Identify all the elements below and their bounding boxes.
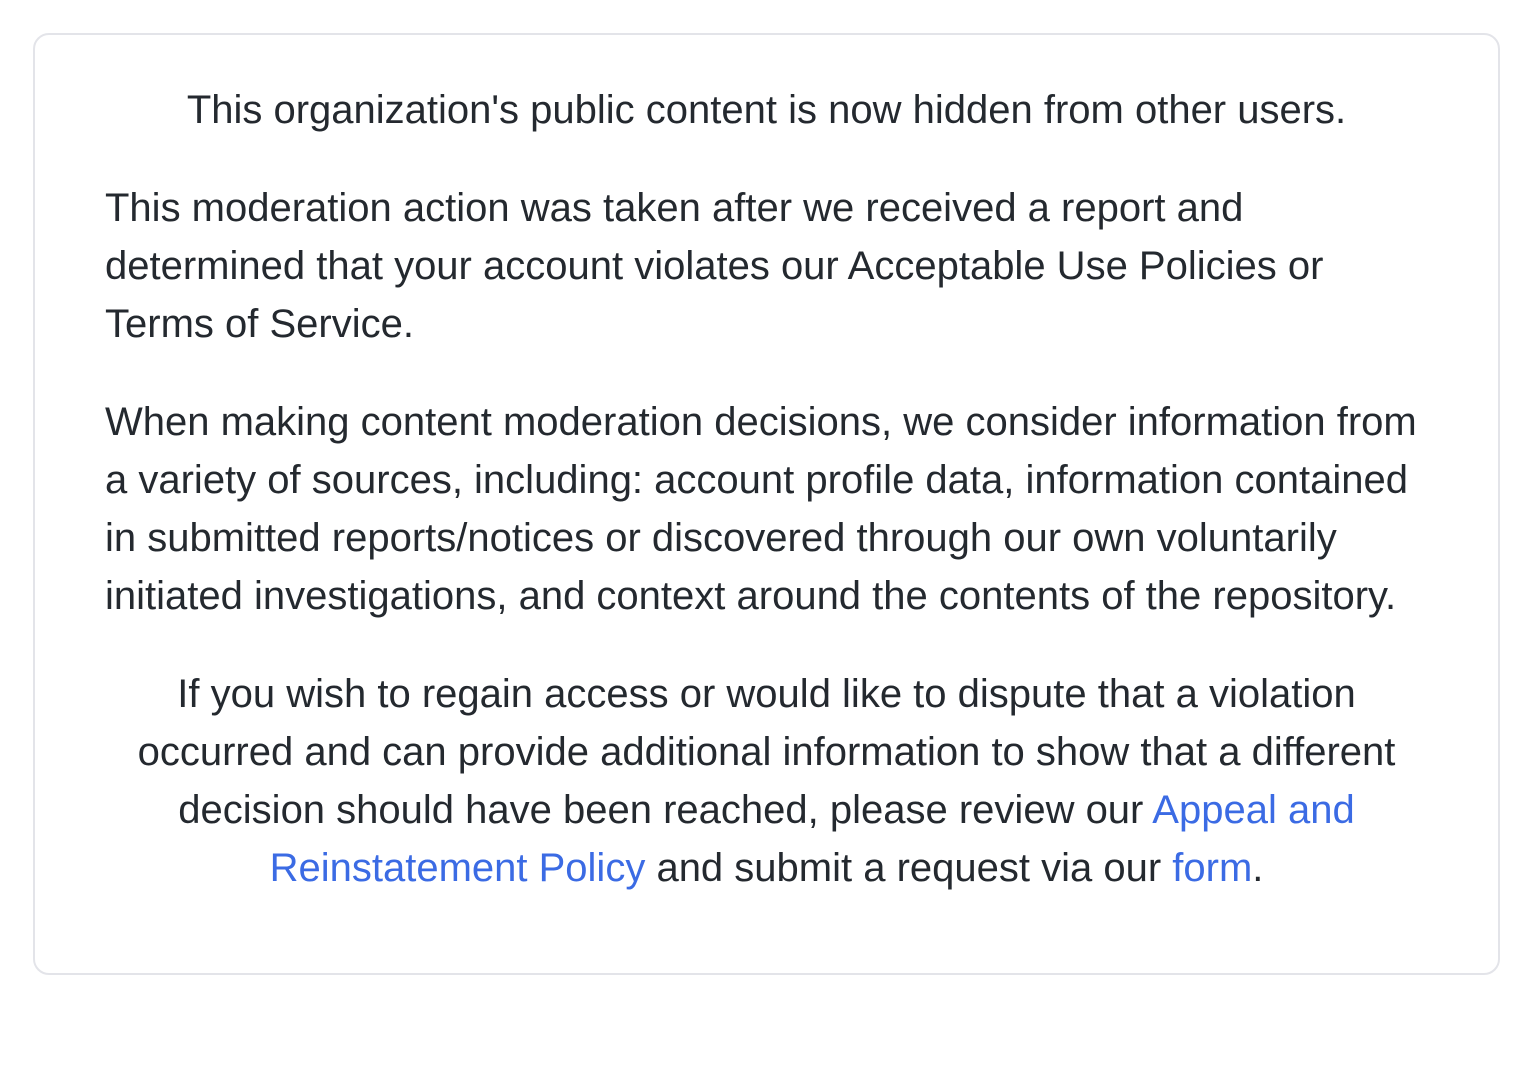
form-link[interactable]: form bbox=[1172, 846, 1253, 890]
notice-paragraph: When making content moderation decisions, we consider information from a variety of sources, including: account profile data, information contained in submitted reports/notices or discovered through our own voluntarily initiated investigations, and context around the contents of the repository. bbox=[105, 400, 1417, 618]
notice-paragraph: This moderation action was taken after we received a report and determined that your account violates our Acceptable Use Policies or Terms of Service. bbox=[105, 186, 1324, 346]
notice-paragraphs bbox=[105, 81, 1428, 897]
notice-paragraph: This organization's public content is now hidden from other users. bbox=[186, 88, 1347, 132]
notice-paragraph: If you wish to regain access or would like to dispute that a violation occurred and can provide additional information to show that a different decision should have been reached, please review our Appeal and Reinstatement Policy and submit a request via our form. bbox=[137, 672, 1396, 890]
moderation-notice-card bbox=[33, 33, 1500, 975]
appeal-and-reinstatement-policy-link[interactable]: Appeal and Reinstatement Policy bbox=[269, 788, 1355, 890]
